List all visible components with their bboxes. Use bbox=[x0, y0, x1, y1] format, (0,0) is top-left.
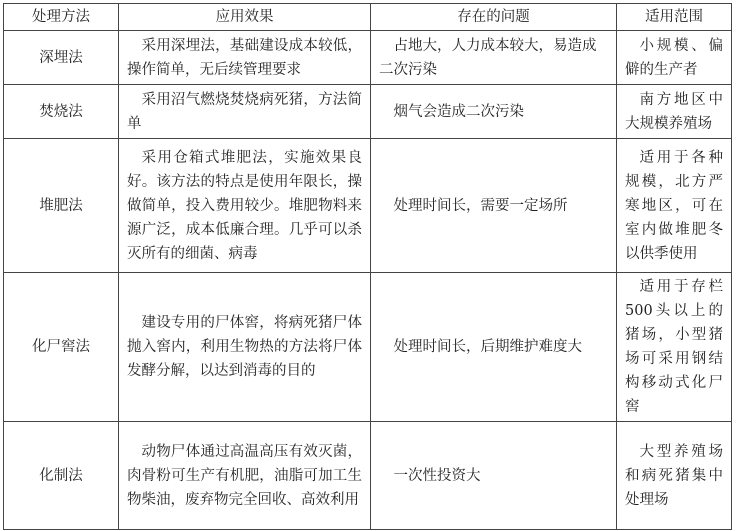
table-row bbox=[4, 422, 732, 530]
header-effect: 应用效果 bbox=[119, 4, 371, 31]
problem-cell: 处理时间长，需要一定场所 bbox=[371, 139, 617, 273]
header-scope: 适用范围 bbox=[617, 4, 732, 31]
method-cell: 化尸窖法 bbox=[4, 273, 119, 422]
method-cell: 化制法 bbox=[4, 422, 119, 530]
problem-cell: 处理时间长，后期维护难度大 bbox=[371, 273, 617, 422]
scope-cell: 适用于存栏500头以上的猪场，小型猪场可采用钢结构移动式化尸窖 bbox=[617, 273, 732, 422]
table-header-row bbox=[4, 4, 732, 31]
header-problem: 存在的问题 bbox=[371, 4, 617, 31]
problem-cell: 占地大，人力成本较大，易造成二次污染 bbox=[371, 31, 617, 85]
method-cell: 深埋法 bbox=[4, 31, 119, 85]
method-cell: 焚烧法 bbox=[4, 85, 119, 139]
scope-cell: 适用于各种规模，北方严寒地区，可在室内做堆肥冬以供季使用 bbox=[617, 139, 732, 273]
table-row bbox=[4, 139, 732, 273]
table-row bbox=[4, 85, 732, 139]
effect-cell: 采用深埋法，基础建设成本较低，操作简单，无后续管理要求 bbox=[119, 31, 371, 85]
problem-cell: 烟气会造成二次污染 bbox=[371, 85, 617, 139]
header-method: 处理方法 bbox=[4, 4, 119, 31]
table-row bbox=[4, 31, 732, 85]
scope-cell: 南方地区中大规模养殖场 bbox=[617, 85, 732, 139]
scope-cell: 小规模、偏僻的生产者 bbox=[617, 31, 732, 85]
scope-cell: 大型养殖场和病死猪集中处理场 bbox=[617, 422, 732, 530]
method-cell: 堆肥法 bbox=[4, 139, 119, 273]
effect-cell: 采用仓箱式堆肥法，实施效果良好。该方法的特点是使用年限长，操做简单，投入费用较少。堆肥物料来源广泛，成本低廉合理。几乎可以杀灭所有的细菌、病毒 bbox=[119, 139, 371, 273]
effect-cell: 动物尸体通过高温高压有效灭菌，肉骨粉可生产有机肥，油脂可加工生物柴油，废弃物完全回收、高效利用 bbox=[119, 422, 371, 530]
effect-cell: 建设专用的尸体窖，将病死猪尸体抛入窖内，利用生物热的方法将尸体发酵分解，以达到消毒的目的 bbox=[119, 273, 371, 422]
effect-cell: 采用沼气燃烧焚烧病死猪，方法简单 bbox=[119, 85, 371, 139]
table-row bbox=[4, 273, 732, 422]
problem-cell: 一次性投资大 bbox=[371, 422, 617, 530]
treatment-methods-table bbox=[3, 3, 732, 530]
